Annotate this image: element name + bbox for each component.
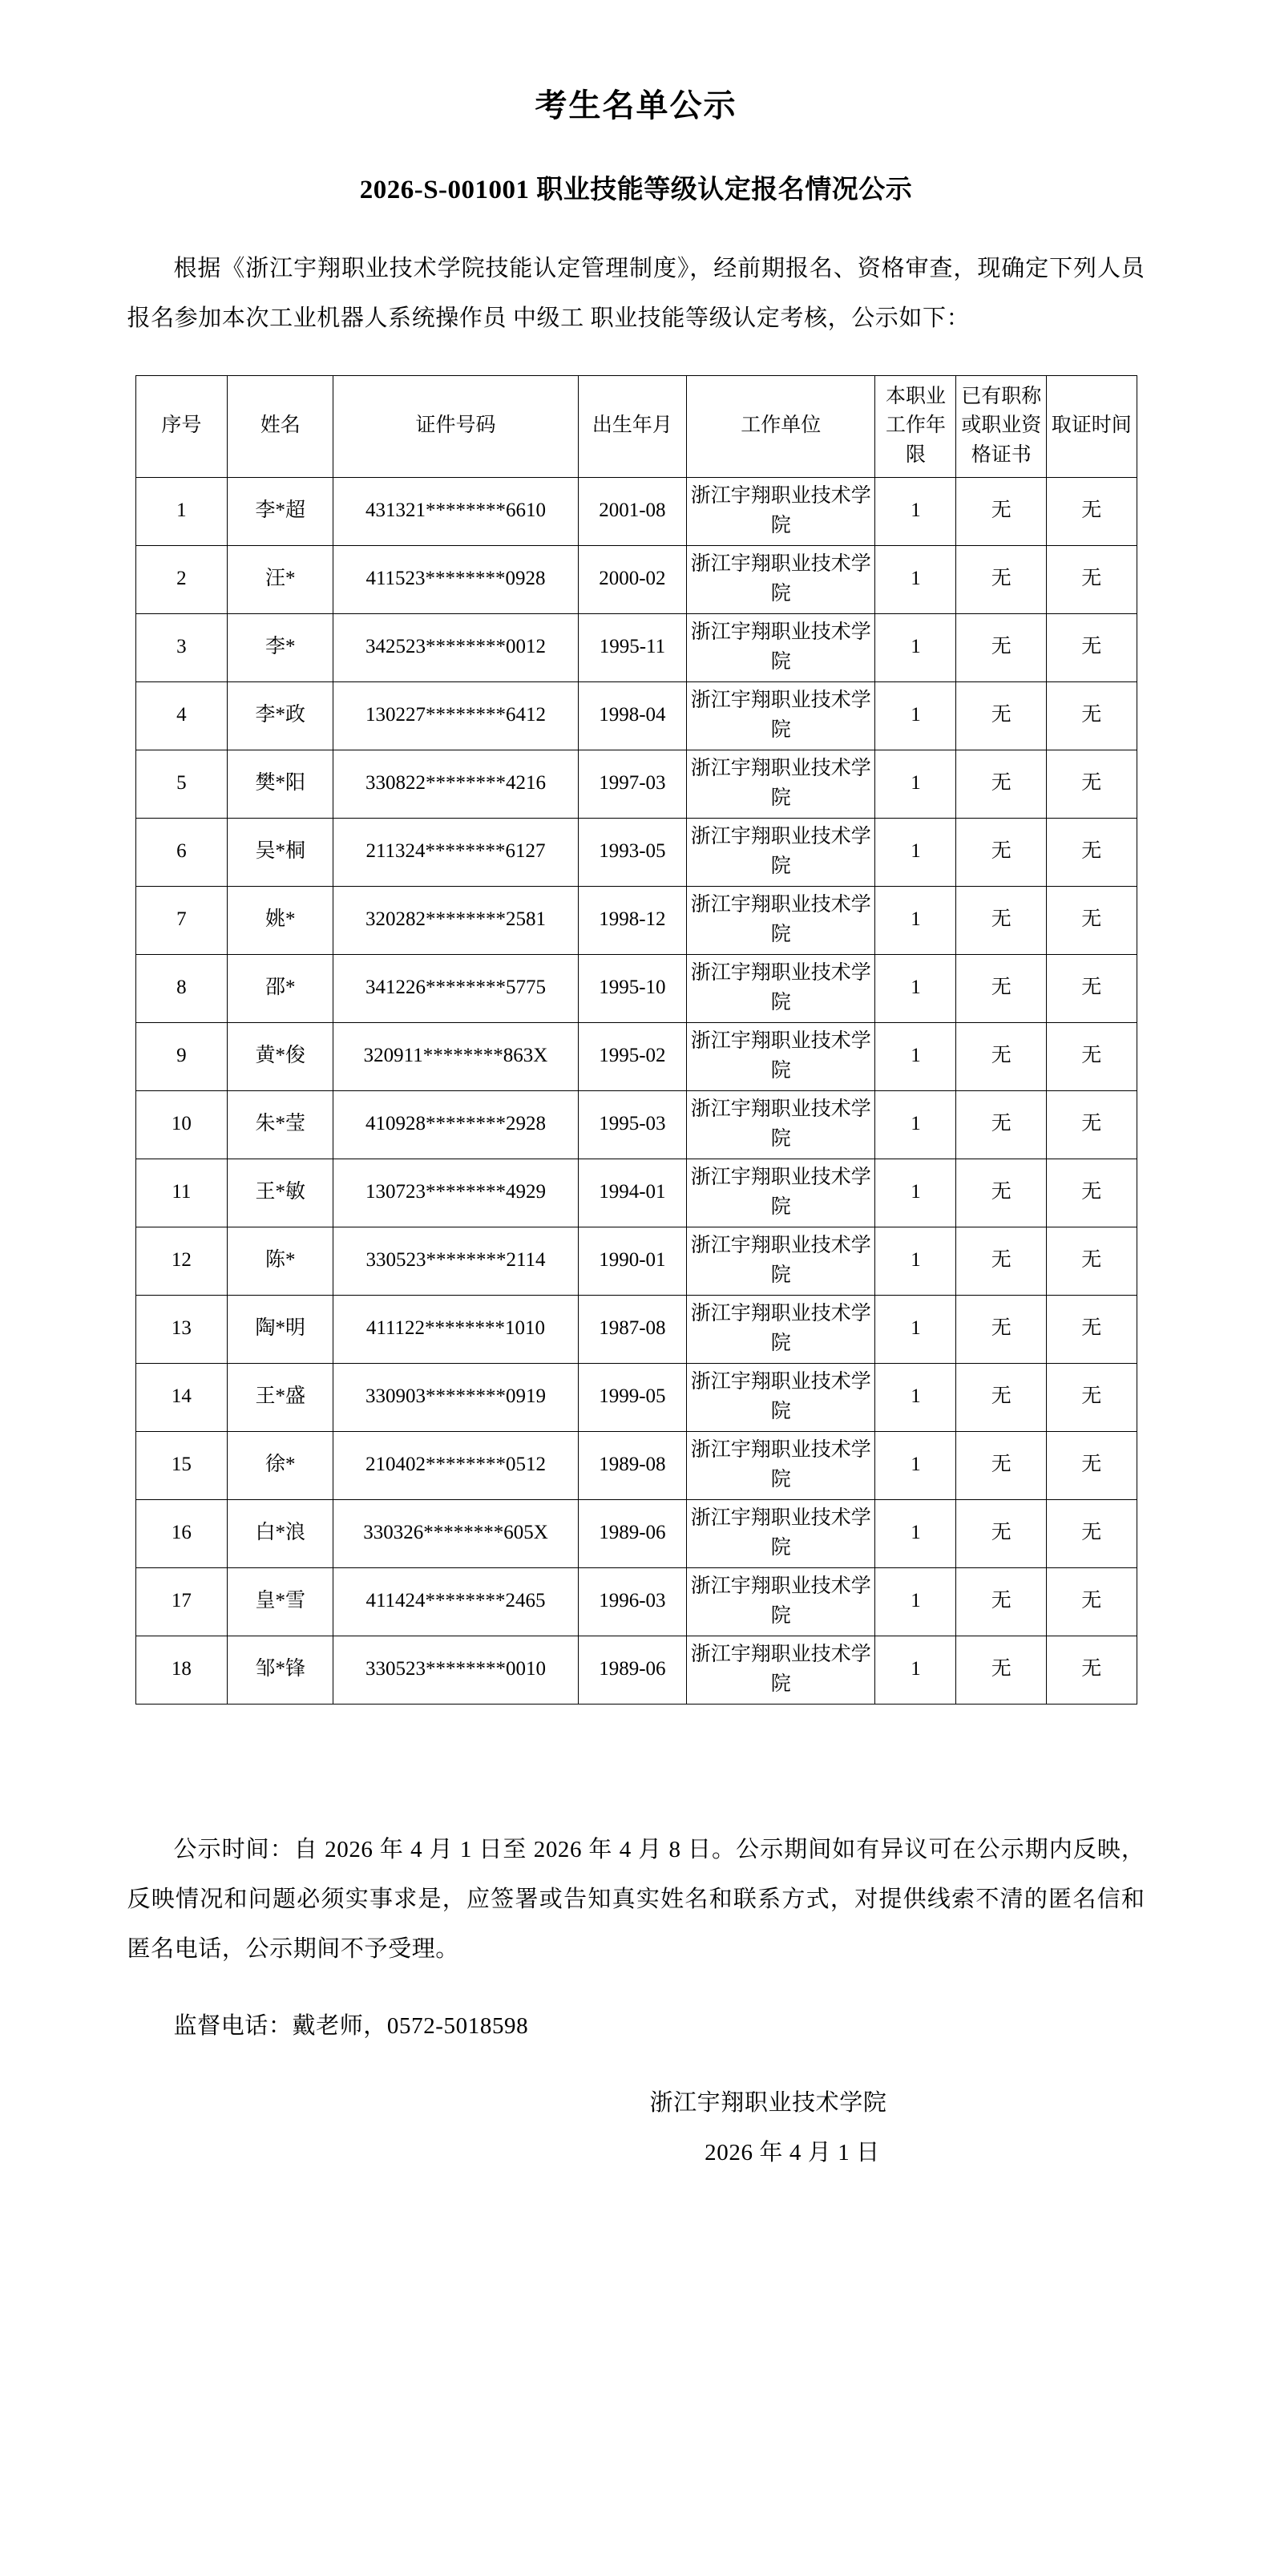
cell-cert-date: 无 (1046, 1499, 1137, 1567)
table-row (135, 1363, 1137, 1431)
cell-name: 王*敏 (228, 1159, 333, 1227)
cell-cert-date: 无 (1046, 477, 1137, 545)
cell-existing-cert: 无 (956, 545, 1047, 613)
table-row (135, 1022, 1137, 1090)
table-row (135, 886, 1137, 954)
table-row (135, 681, 1137, 750)
header-index: 序号 (135, 375, 228, 477)
table-row (135, 1227, 1137, 1295)
cell-cert-date: 无 (1046, 1090, 1137, 1159)
cell-birth: 1996-03 (578, 1567, 686, 1636)
cell-existing-cert: 无 (956, 886, 1047, 954)
cell-name: 白*浪 (228, 1499, 333, 1567)
cell-cert-date: 无 (1046, 1022, 1137, 1090)
cell-index: 9 (135, 1022, 228, 1090)
cell-existing-cert: 无 (956, 477, 1047, 545)
cell-name: 徐* (228, 1431, 333, 1499)
cell-cert-date: 无 (1046, 954, 1137, 1022)
page-title: 考生名单公示 (535, 87, 737, 123)
cell-name: 陈* (228, 1227, 333, 1295)
cell-name: 李* (228, 613, 333, 681)
cell-cert-date: 无 (1046, 1363, 1137, 1431)
table-row (135, 1499, 1137, 1567)
header-name: 姓名 (228, 375, 333, 477)
cell-existing-cert: 无 (956, 1363, 1047, 1431)
cell-birth: 1989-06 (578, 1499, 686, 1567)
header-birth: 出生年月 (578, 375, 686, 477)
cell-existing-cert: 无 (956, 1431, 1047, 1499)
issuing-organization: 浙江宇翔职业技术学院 (649, 2089, 887, 2116)
cell-cert-date: 无 (1046, 1431, 1137, 1499)
table-row (135, 1636, 1137, 1704)
cell-work-unit: 浙江宇翔职业技术学院 (687, 818, 875, 886)
cell-birth: 1987-08 (578, 1295, 686, 1363)
cell-work-unit: 浙江宇翔职业技术学院 (687, 1022, 875, 1090)
cell-name: 邵* (228, 954, 333, 1022)
cell-index: 5 (135, 750, 228, 818)
cell-work-years: 1 (875, 1295, 956, 1363)
cell-work-years: 1 (875, 1090, 956, 1159)
header-id-number: 证件号码 (333, 375, 578, 477)
cell-cert-date: 无 (1046, 1227, 1137, 1295)
cell-birth: 1999-05 (578, 1363, 686, 1431)
cell-work-years: 1 (875, 886, 956, 954)
cell-index: 3 (135, 613, 228, 681)
cell-birth: 1995-02 (578, 1022, 686, 1090)
cell-index: 8 (135, 954, 228, 1022)
header-work-unit: 工作单位 (687, 375, 875, 477)
cell-birth: 1993-05 (578, 818, 686, 886)
cell-work-unit: 浙江宇翔职业技术学院 (687, 1227, 875, 1295)
cell-name: 吴*桐 (228, 818, 333, 886)
cell-name: 皇*雪 (228, 1567, 333, 1636)
cell-id-number: 330326********605X (333, 1499, 578, 1567)
cell-name: 李*政 (228, 681, 333, 750)
table-row (135, 1159, 1137, 1227)
table-header-row (135, 375, 1137, 477)
cell-id-number: 341226********5775 (333, 954, 578, 1022)
cell-work-unit: 浙江宇翔职业技术学院 (687, 545, 875, 613)
table-row (135, 1431, 1137, 1499)
cell-id-number: 330903********0919 (333, 1363, 578, 1431)
cell-index: 13 (135, 1295, 228, 1363)
cell-name: 汪* (228, 545, 333, 613)
cell-index: 12 (135, 1227, 228, 1295)
cell-work-years: 1 (875, 681, 956, 750)
cell-name: 朱*莹 (228, 1090, 333, 1159)
cell-work-unit: 浙江宇翔职业技术学院 (687, 1363, 875, 1431)
table-row (135, 545, 1137, 613)
cell-index: 15 (135, 1431, 228, 1499)
cell-id-number: 320911********863X (333, 1022, 578, 1090)
cell-cert-date: 无 (1046, 886, 1137, 954)
cell-birth: 1995-10 (578, 954, 686, 1022)
roster-table-body (135, 477, 1137, 1704)
cell-existing-cert: 无 (956, 681, 1047, 750)
cell-birth: 1995-03 (578, 1090, 686, 1159)
cell-id-number: 410928********2928 (333, 1090, 578, 1159)
cell-birth: 2000-02 (578, 545, 686, 613)
cell-index: 4 (135, 681, 228, 750)
cell-work-unit: 浙江宇翔职业技术学院 (687, 1431, 875, 1499)
cell-birth: 2001-08 (578, 477, 686, 545)
cell-birth: 1997-03 (578, 750, 686, 818)
cell-id-number: 342523********0012 (333, 613, 578, 681)
table-row (135, 1567, 1137, 1636)
cell-work-years: 1 (875, 750, 956, 818)
cell-cert-date: 无 (1046, 681, 1137, 750)
cell-name: 李*超 (228, 477, 333, 545)
cell-name: 王*盛 (228, 1363, 333, 1431)
signature-block (127, 2051, 1145, 2178)
cell-work-unit: 浙江宇翔职业技术学院 (687, 477, 875, 545)
cell-cert-date: 无 (1046, 613, 1137, 681)
cell-birth: 1990-01 (578, 1227, 686, 1295)
publication-notice-text: 公示时间：自 2026 年 4 月 1 日至 2026 年 4 月 8 日。公示期间如有异议可在公示期内反映，反映情况和问题必须实事求是，应签署或告知真实姓名和联系方式，对提供线索不清的匿名信和匿名电话，公示期间不予受理。 (127, 1836, 1145, 1962)
cell-id-number: 431321********6610 (333, 477, 578, 545)
header-work-years: 本职业工作年限 (875, 375, 956, 477)
cell-id-number: 130227********6412 (333, 681, 578, 750)
page-subtitle: 2026-S-001001 职业技能等级认定报名情况公示 (359, 176, 913, 204)
cell-work-years: 1 (875, 1636, 956, 1704)
cell-existing-cert: 无 (956, 1295, 1047, 1363)
cell-existing-cert: 无 (956, 1499, 1047, 1567)
table-row (135, 954, 1137, 1022)
cell-birth: 1998-12 (578, 886, 686, 954)
cell-work-unit: 浙江宇翔职业技术学院 (687, 1159, 875, 1227)
header-existing-cert: 已有职称或职业资格证书 (956, 375, 1047, 477)
cell-existing-cert: 无 (956, 1022, 1047, 1090)
cell-id-number: 330523********0010 (333, 1636, 578, 1704)
cell-index: 10 (135, 1090, 228, 1159)
intro-paragraph: 根据《浙江宇翔职业技术学院技能认定管理制度》，经前期报名、资格审查，现确定下列人员报名参加本次工业机器人系统操作员 中级工 职业技能等级认定考核，公示如下： (127, 255, 1145, 331)
cell-existing-cert: 无 (956, 954, 1047, 1022)
cell-id-number: 411523********0928 (333, 545, 578, 613)
cell-id-number: 411122********1010 (333, 1295, 578, 1363)
cell-work-years: 1 (875, 477, 956, 545)
roster-table-container (135, 343, 1137, 1705)
cell-work-years: 1 (875, 545, 956, 613)
supervision-phone-text: 监督电话：戴老师，0572-5018598 (173, 2012, 529, 2039)
cell-id-number: 330523********2114 (333, 1227, 578, 1295)
cell-index: 16 (135, 1499, 228, 1567)
table-row (135, 613, 1137, 681)
cell-index: 6 (135, 818, 228, 886)
cell-index: 1 (135, 477, 228, 545)
cell-id-number: 411424********2465 (333, 1567, 578, 1636)
cell-work-years: 1 (875, 818, 956, 886)
cell-existing-cert: 无 (956, 1159, 1047, 1227)
issue-date: 2026 年 4 月 1 日 (705, 2139, 880, 2166)
table-row (135, 818, 1137, 886)
cell-work-years: 1 (875, 1022, 956, 1090)
cell-name: 陶*明 (228, 1295, 333, 1363)
cell-birth: 1989-06 (578, 1636, 686, 1704)
cell-work-unit: 浙江宇翔职业技术学院 (687, 886, 875, 954)
table-row (135, 1295, 1137, 1363)
cell-work-unit: 浙江宇翔职业技术学院 (687, 1499, 875, 1567)
cell-work-years: 1 (875, 1159, 956, 1227)
cell-work-unit: 浙江宇翔职业技术学院 (687, 954, 875, 1022)
cell-cert-date: 无 (1046, 1295, 1137, 1363)
cell-index: 14 (135, 1363, 228, 1431)
header-cert-date: 取证时间 (1046, 375, 1137, 477)
cell-work-years: 1 (875, 954, 956, 1022)
cell-birth: 1995-11 (578, 613, 686, 681)
footer-section (127, 1705, 1145, 2178)
cell-id-number: 320282********2581 (333, 886, 578, 954)
cell-name: 邹*锋 (228, 1636, 333, 1704)
table-row (135, 750, 1137, 818)
cell-birth: 1994-01 (578, 1159, 686, 1227)
cell-work-years: 1 (875, 1499, 956, 1567)
cell-existing-cert: 无 (956, 1567, 1047, 1636)
cell-existing-cert: 无 (956, 613, 1047, 681)
cell-index: 17 (135, 1567, 228, 1636)
cell-work-years: 1 (875, 1567, 956, 1636)
cell-id-number: 210402********0512 (333, 1431, 578, 1499)
cell-work-unit: 浙江宇翔职业技术学院 (687, 1636, 875, 1704)
cell-index: 11 (135, 1159, 228, 1227)
cell-index: 18 (135, 1636, 228, 1704)
table-row (135, 477, 1137, 545)
cell-work-unit: 浙江宇翔职业技术学院 (687, 1295, 875, 1363)
cell-work-unit: 浙江宇翔职业技术学院 (687, 613, 875, 681)
cell-index: 2 (135, 545, 228, 613)
cell-cert-date: 无 (1046, 1636, 1137, 1704)
cell-existing-cert: 无 (956, 818, 1047, 886)
cell-work-unit: 浙江宇翔职业技术学院 (687, 681, 875, 750)
cell-cert-date: 无 (1046, 750, 1137, 818)
cell-cert-date: 无 (1046, 818, 1137, 886)
cell-existing-cert: 无 (956, 1636, 1047, 1704)
cell-cert-date: 无 (1046, 545, 1137, 613)
cell-cert-date: 无 (1046, 1567, 1137, 1636)
cell-index: 7 (135, 886, 228, 954)
cell-name: 黄*俊 (228, 1022, 333, 1090)
cell-work-unit: 浙江宇翔职业技术学院 (687, 1567, 875, 1636)
cell-work-years: 1 (875, 1431, 956, 1499)
cell-work-unit: 浙江宇翔职业技术学院 (687, 1090, 875, 1159)
roster-table (135, 375, 1137, 1705)
cell-work-years: 1 (875, 1227, 956, 1295)
cell-birth: 1989-08 (578, 1431, 686, 1499)
cell-name: 樊*阳 (228, 750, 333, 818)
roster-table-head (135, 375, 1137, 477)
cell-birth: 1998-04 (578, 681, 686, 750)
cell-id-number: 211324********6127 (333, 818, 578, 886)
cell-work-unit: 浙江宇翔职业技术学院 (687, 750, 875, 818)
cell-existing-cert: 无 (956, 1090, 1047, 1159)
cell-name: 姚* (228, 886, 333, 954)
cell-work-years: 1 (875, 1363, 956, 1431)
table-row (135, 1090, 1137, 1159)
cell-existing-cert: 无 (956, 750, 1047, 818)
cell-work-years: 1 (875, 613, 956, 681)
cell-id-number: 130723********4929 (333, 1159, 578, 1227)
cell-existing-cert: 无 (956, 1227, 1047, 1295)
cell-cert-date: 无 (1046, 1159, 1137, 1227)
cell-id-number: 330822********4216 (333, 750, 578, 818)
